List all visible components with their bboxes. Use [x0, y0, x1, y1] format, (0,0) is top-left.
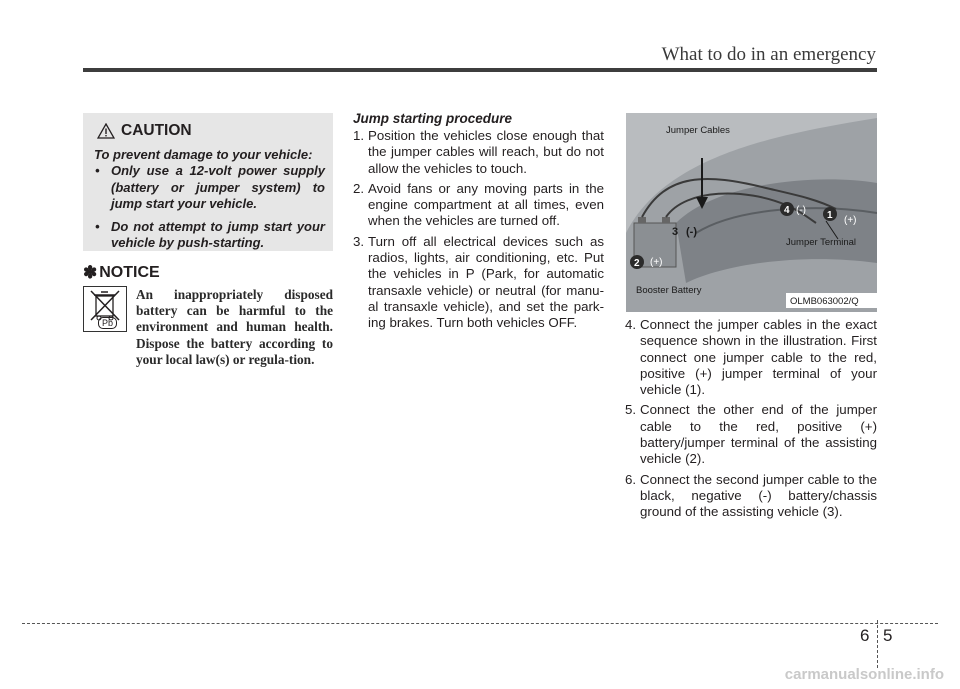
header-rule [83, 68, 877, 72]
procedure-heading: Jump starting procedure [353, 111, 513, 126]
step-text: Position the vehicles close enough that the jumper cables will reach, but do not allow the vehicles to touch. [368, 128, 604, 176]
procedure-step [353, 128, 604, 177]
step-number: 4. [625, 317, 637, 332]
marker-4: 4 [784, 205, 790, 216]
caution-item-text: Only use a 12-volt power supply (battery or jumper system) to jump start your vehicle. [111, 163, 325, 211]
pb-label: Pb [98, 317, 117, 329]
procedure-step [625, 317, 877, 398]
step-number: 2. [353, 180, 365, 196]
step-text: Connect the jumper cables in the exact sequence shown in the illustration. First connect one jumper cable to the red, positive (+) jumper terminal of your vehicle (1). [640, 317, 877, 398]
step-number: 5. [625, 402, 637, 418]
footer-divider [877, 620, 878, 668]
crossed-bin-icon [83, 286, 127, 332]
procedure-steps [353, 128, 604, 336]
caution-list [93, 163, 325, 258]
caution-item: • Only use a 12-volt power supply (battery or jumper system) to jump start your vehicle. [95, 163, 325, 211]
step-number: 6. [625, 471, 637, 487]
step-text: Connect the other end of the jumper cable to the red, positive (+) battery/jumper terminal of the assisting vehicle (2). [640, 402, 877, 467]
notice-title: NOTICE [99, 264, 160, 281]
step-text: Turn off all electrical devices such as radios, lights, air conditioning, etc. Put the vehicles in P (Park, for automatic transaxle vehicle) or neutral (for manu-al transaxle vehicle), and set the park-ing brakes. Turn both vehicles OFF. [368, 233, 604, 331]
caution-item: • Do not attempt to jump start your vehicle by push-starting. [95, 218, 325, 250]
minus-label-battery: (-) [686, 226, 697, 238]
step-text: Connect the second jumper cable to the black, negative (-) battery/chassis ground of the assisting vehicle (3). [640, 471, 877, 520]
watermark: carmanualsonline.info [784, 666, 944, 683]
plus-label-battery: (+) [650, 257, 663, 268]
procedure-step [625, 472, 877, 521]
page-header-title: What to do in an emergency [661, 44, 876, 65]
procedure-step [353, 181, 604, 230]
notice-asterisk-icon: ✽ [83, 263, 98, 282]
procedure-steps-continued [625, 317, 877, 525]
illustration-code: OLMB063002/Q [790, 296, 859, 307]
page-number: 5 [883, 626, 893, 645]
jump-start-illustration [626, 113, 877, 312]
label-booster-battery: Booster Battery [636, 285, 702, 296]
notice-header [83, 263, 160, 283]
minus-label-car: (-) [796, 205, 806, 216]
marker-2: 2 [634, 258, 640, 269]
footer-rule [22, 623, 938, 624]
marker-3: 3 [672, 226, 679, 238]
step-number: 1. [353, 128, 365, 143]
notice-text: An inappropriately disposed battery can be harmful to the environment and human health. Dispose the battery according to your local law(s) or regula-tion. [136, 287, 333, 367]
procedure-step [625, 402, 877, 467]
caution-intro: To prevent damage to your vehicle: [94, 147, 313, 162]
step-number: 3. [353, 233, 365, 249]
label-jumper-cables: Jumper Cables [666, 125, 730, 136]
caution-title: CAUTION [121, 122, 192, 139]
warning-triangle-icon [97, 123, 115, 139]
step-text: Avoid fans or any moving parts in the engine compartment at all times, even when the vehicles are turned off. [368, 180, 604, 229]
caution-header [97, 122, 192, 140]
caution-item-text: Do not attempt to jump start your vehicle by push-starting. [111, 218, 325, 250]
plus-label-car: (+) [844, 215, 857, 226]
caution-box [83, 113, 333, 251]
chapter-number: 6 [860, 626, 870, 645]
procedure-step [353, 234, 604, 332]
marker-1: 1 [827, 210, 833, 221]
label-jumper-terminal: Jumper Terminal [786, 237, 857, 248]
